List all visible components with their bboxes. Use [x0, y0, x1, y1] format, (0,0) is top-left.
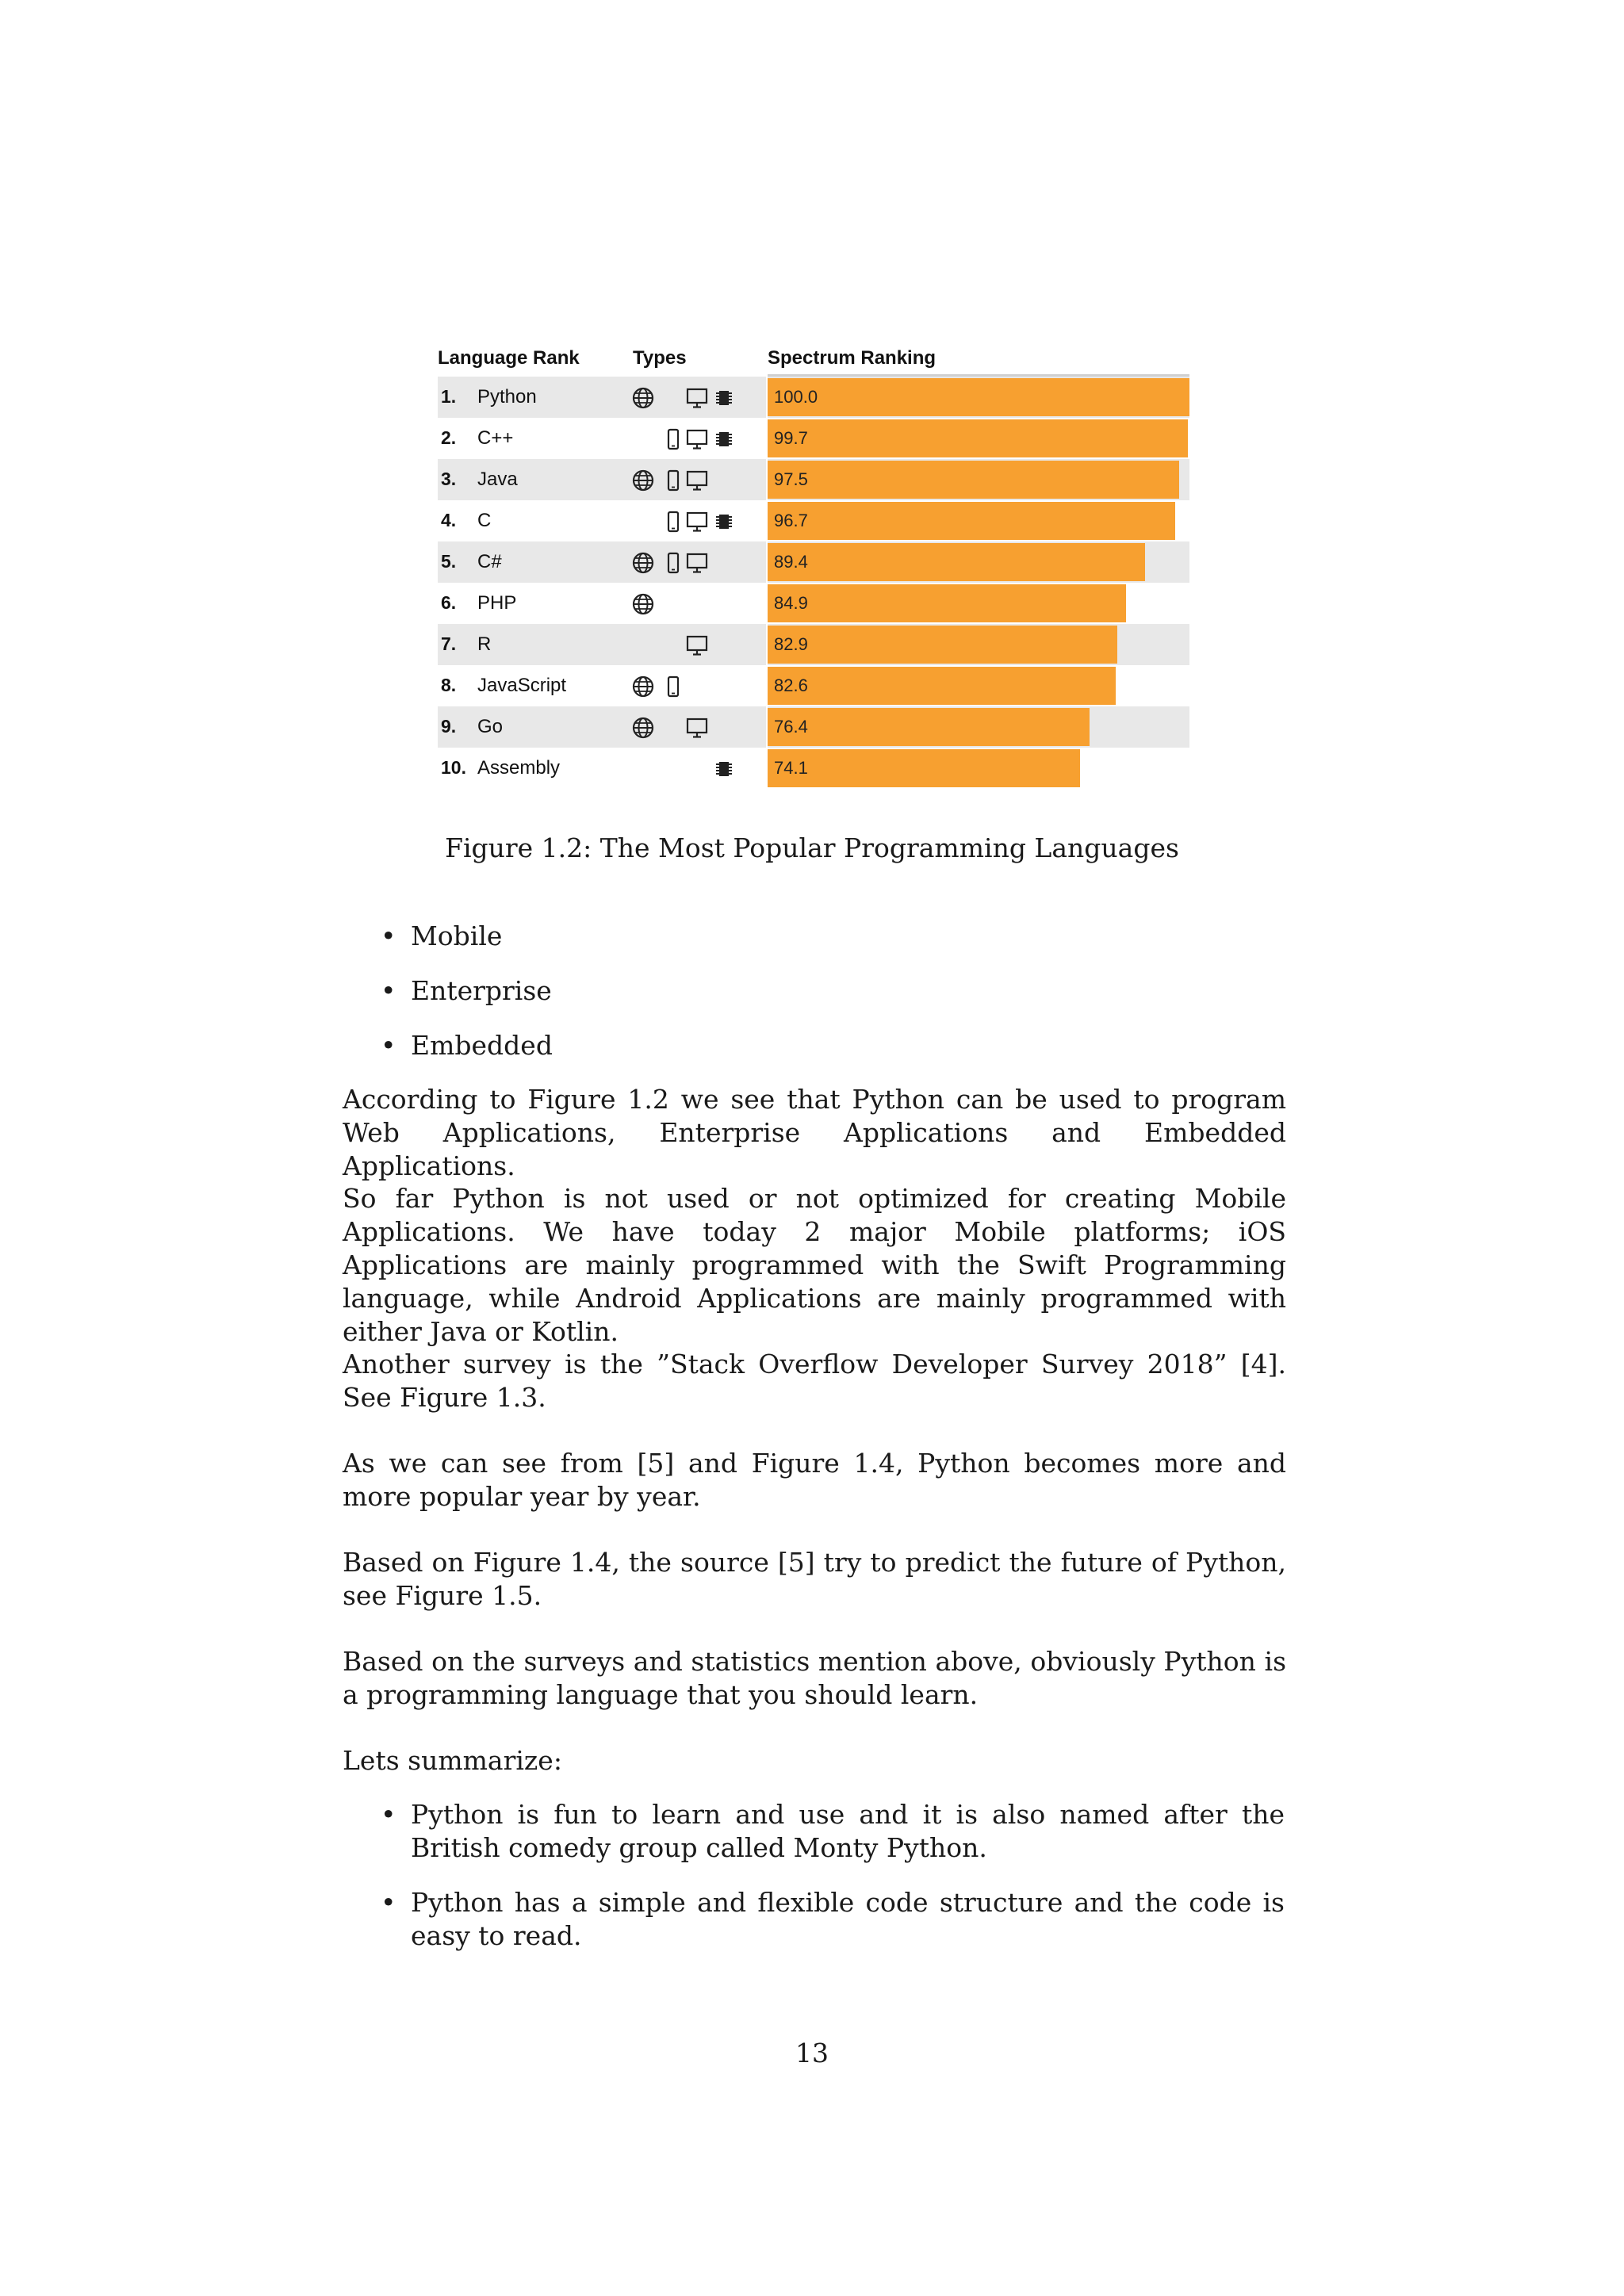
language-cell [438, 418, 766, 459]
bar-value-label: 74.1 [774, 758, 808, 778]
bullet-dot: • [381, 975, 396, 1006]
language-cell [438, 500, 766, 541]
figure-caption: Figure 1.2: The Most Popular Programming Languages [445, 832, 1179, 863]
desktop-icon [685, 469, 709, 492]
ranking-bar [768, 667, 1116, 705]
desktop-icon [685, 551, 709, 575]
list-item [381, 920, 1285, 953]
ranking-row [438, 748, 1189, 789]
platform-bullet-list [381, 920, 1285, 1084]
language-name: C [477, 510, 492, 531]
globe-icon [631, 716, 655, 740]
language-name: Python [477, 386, 537, 408]
paragraph: Based on the surveys and statistics mention above, obviously Python is a programming language that you should learn. [343, 1646, 1286, 1710]
bar-track [768, 665, 1189, 706]
rank-number: 5. [441, 551, 457, 572]
bar-track [768, 418, 1189, 459]
globe-icon [631, 469, 655, 492]
list-item-text: Python is fun to learn and use and it is also named after the British comedy group called Monty Python. [411, 1799, 1285, 1863]
mobile-icon [661, 675, 685, 698]
rank-number: 8. [441, 675, 457, 695]
ranking-bar [768, 584, 1126, 622]
language-cell [438, 583, 766, 624]
ranking-bar [768, 502, 1175, 540]
language-name: C# [477, 551, 502, 572]
desktop-icon [685, 510, 709, 534]
ranking-bar [768, 461, 1179, 499]
desktop-icon [685, 633, 709, 657]
ranking-bar [768, 378, 1189, 416]
globe-icon [631, 592, 655, 616]
bar-value-label: 97.5 [774, 469, 808, 489]
rank-number: 7. [441, 633, 457, 654]
mobile-icon [661, 427, 685, 451]
language-cell [438, 377, 766, 418]
bar-value-label: 96.7 [774, 511, 808, 530]
ranking-row [438, 459, 1189, 500]
bullet-dot: • [381, 1887, 396, 1918]
types-header: Types [633, 347, 687, 369]
ranking-bar [768, 749, 1080, 787]
ranking-rows [438, 377, 1189, 789]
chip-icon [712, 510, 736, 534]
paragraph: Another survey is the ”Stack Overflow Developer Survey 2018” [4]. See Figure 1.3. [343, 1349, 1286, 1413]
figure-header [438, 347, 1189, 371]
bar-value-label: 76.4 [774, 717, 808, 737]
list-item-text: Enterprise [411, 975, 552, 1006]
bullet-dot: • [381, 1030, 396, 1061]
language-name: Go [477, 716, 504, 737]
bar-value-label: 82.6 [774, 675, 808, 695]
mobile-icon [661, 469, 685, 492]
paragraph: Based on Figure 1.4, the source [5] try to predict the future of Python, see Figure 1.5. [343, 1547, 1286, 1611]
language-name: Assembly [477, 757, 561, 779]
bar-track [768, 459, 1189, 500]
language-cell [438, 459, 766, 500]
ranking-bar [768, 708, 1090, 746]
language-cell [438, 541, 766, 583]
bar-track [768, 624, 1189, 665]
chip-icon [712, 427, 736, 451]
rank-number: 3. [441, 469, 457, 489]
summary-bullet-list [381, 1798, 1285, 1974]
list-item-text: Embedded [411, 1030, 553, 1061]
bar-track [768, 500, 1189, 541]
language-rank-header: Language Rank [438, 347, 580, 369]
page-number: 13 [795, 2038, 829, 2068]
bar-track [768, 583, 1189, 624]
language-name: R [477, 633, 492, 655]
list-item-text: Mobile [411, 920, 503, 951]
rank-number: 9. [441, 716, 457, 737]
globe-icon [631, 551, 655, 575]
rank-number: 6. [441, 592, 457, 613]
chip-icon [712, 757, 736, 781]
ranking-row [438, 377, 1189, 418]
list-item-text: Python has a simple and flexible code structure and the code is easy to read. [411, 1887, 1285, 1951]
bar-value-label: 100.0 [774, 387, 818, 407]
ranking-row [438, 665, 1189, 706]
list-item [381, 1886, 1285, 1953]
ranking-row [438, 583, 1189, 624]
bullet-dot: • [381, 1799, 396, 1830]
language-ranking-figure [438, 341, 1189, 799]
list-item [381, 1798, 1285, 1865]
language-cell [438, 624, 766, 665]
globe-icon [631, 386, 655, 410]
rank-number: 4. [441, 510, 457, 530]
ranking-bar [768, 626, 1117, 664]
ranking-row [438, 500, 1189, 541]
language-cell [438, 748, 766, 789]
ranking-row [438, 624, 1189, 665]
language-cell [438, 665, 766, 706]
bar-value-label: 99.7 [774, 428, 808, 448]
bullet-dot: • [381, 920, 396, 951]
desktop-icon [685, 386, 709, 410]
ranking-row [438, 418, 1189, 459]
rank-number: 1. [441, 386, 457, 407]
globe-icon [631, 675, 655, 698]
paragraph: As we can see from [5] and Figure 1.4, Python becomes more and more popular year by year. [343, 1448, 1286, 1512]
bar-track [768, 748, 1189, 789]
bar-track [768, 377, 1189, 418]
language-name: PHP [477, 592, 517, 614]
mobile-icon [661, 510, 685, 534]
mobile-icon [661, 551, 685, 575]
ranking-row [438, 541, 1189, 583]
desktop-icon [685, 427, 709, 451]
paragraph: So far Python is not used or not optimized for creating Mobile Applications. We have today 2 major Mobile platforms; iOS Applications are mainly programmed with the Swift Programming language, while Android Applications are mainly programmed with either Java or Kotlin. [343, 1183, 1286, 1347]
list-item [381, 1029, 1285, 1062]
language-name: JavaScript [477, 675, 567, 696]
bar-track [768, 706, 1189, 748]
rank-number: 10. [441, 757, 466, 778]
desktop-icon [685, 716, 709, 740]
ranking-bar [768, 419, 1188, 457]
list-item [381, 974, 1285, 1008]
paragraph: Lets summarize: [343, 1745, 562, 1776]
bar-value-label: 82.9 [774, 634, 808, 654]
bar-value-label: 89.4 [774, 552, 808, 572]
spectrum-ranking-header: Spectrum Ranking [768, 347, 936, 369]
language-name: Java [477, 469, 518, 490]
ranking-bar [768, 543, 1145, 581]
chip-icon [712, 386, 736, 410]
language-cell [438, 706, 766, 748]
language-name: C++ [477, 427, 514, 449]
bar-track [768, 541, 1189, 583]
paragraph: According to Figure 1.2 we see that Python can be used to program Web Applications, Enterprise Applications and Embedded Applications. [343, 1084, 1286, 1181]
rank-number: 2. [441, 427, 457, 448]
bar-value-label: 84.9 [774, 593, 808, 613]
ranking-row [438, 706, 1189, 748]
